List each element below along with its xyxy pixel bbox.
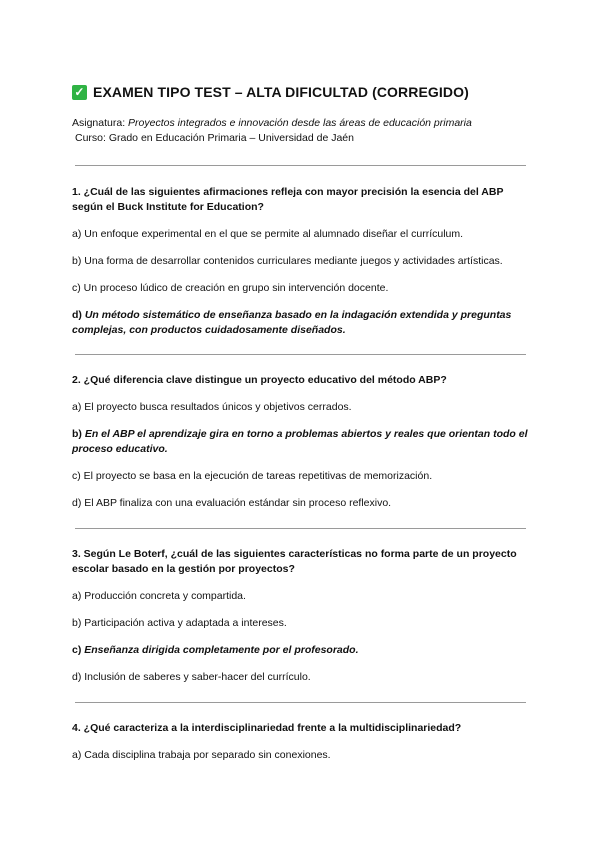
question-stem: 2. ¿Qué diferencia clave distingue un proyecto educativo del método ABP? bbox=[72, 374, 447, 386]
subject-label: Asignatura: bbox=[72, 117, 126, 129]
option-c: c) El proyecto se basa en la ejecución de tareas repetitivas de memorización. bbox=[72, 470, 433, 482]
course-info bbox=[72, 116, 530, 145]
question-2 bbox=[72, 373, 530, 511]
option-a: a) El proyecto busca resultados únicos y objetivos cerrados. bbox=[72, 401, 352, 413]
option-a: a) Producción concreta y compartida. bbox=[72, 590, 246, 602]
divider bbox=[75, 165, 526, 166]
option-a: a) Cada disciplina trabaja por separado sin conexiones. bbox=[72, 749, 331, 761]
subject-value: Proyectos integrados e innovación desde las áreas de educación primaria bbox=[128, 117, 472, 129]
option-b: b) Participación activa y adaptada a intereses. bbox=[72, 617, 287, 629]
option-a: a) Un enfoque experimental en el que se permite al alumnado diseñar el currículum. bbox=[72, 228, 464, 240]
option-c: c) Un proceso lúdico de creación en grupo sin intervención docente. bbox=[72, 282, 389, 294]
option-b: b) Una forma de desarrollar contenidos curriculares mediante juegos y actividades artísticas. bbox=[72, 255, 503, 267]
page-title bbox=[72, 84, 530, 100]
divider bbox=[75, 528, 526, 529]
question-4 bbox=[72, 721, 530, 763]
divider bbox=[75, 702, 526, 703]
option-d: d) Inclusión de saberes y saber-hacer del currículo. bbox=[72, 671, 311, 683]
check-mark-icon: ✓ bbox=[72, 85, 87, 100]
option-d-correct: d) Un método sistemático de enseñanza basado en la indagación extendida y preguntas complejas, con productos cuidadosamente diseñados. bbox=[72, 309, 512, 336]
course-line: Curso: Grado en Educación Primaria – Universidad de Jaén bbox=[75, 131, 354, 144]
title-text: EXAMEN TIPO TEST – ALTA DIFICULTAD (CORREGIDO) bbox=[93, 84, 469, 100]
exam-page bbox=[72, 84, 530, 775]
question-stem: 4. ¿Qué caracteriza a la interdisciplinariedad frente a la multidisciplinariedad? bbox=[72, 722, 462, 734]
option-c-correct: c) Enseñanza dirigida completamente por el profesorado. bbox=[72, 644, 359, 656]
option-d: d) El ABP finaliza con una evaluación estándar sin proceso reflexivo. bbox=[72, 497, 392, 509]
divider bbox=[75, 354, 526, 355]
option-b-correct: b) En el ABP el aprendizaje gira en torno a problemas abiertos y reales que orientan todo el proceso educativo. bbox=[72, 428, 528, 455]
question-1 bbox=[72, 185, 530, 338]
question-stem: 3. Según Le Boterf, ¿cuál de las siguientes características no forma parte de un proyecto escolar basado en la gestión por proyectos? bbox=[72, 548, 517, 575]
question-stem: 1. ¿Cuál de las siguientes afirmaciones refleja con mayor precisión la esencia del ABP según el Buck Institute for Education? bbox=[72, 186, 504, 213]
question-3 bbox=[72, 547, 530, 685]
